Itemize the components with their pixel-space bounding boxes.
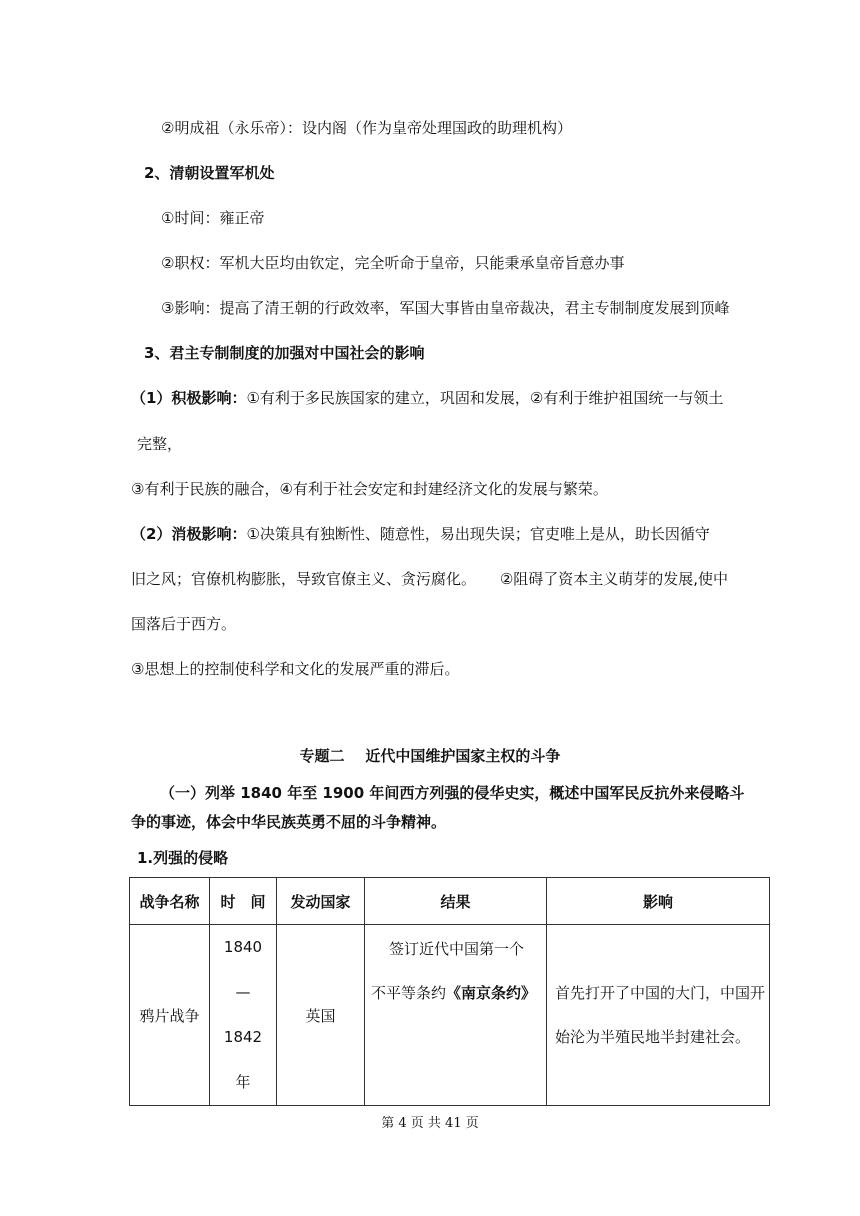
col-header-time: 时 间 <box>210 878 277 925</box>
text-line-8: 完整， <box>137 435 183 453</box>
result-line-1: 签订近代中国第一个 <box>389 940 525 958</box>
text-line-10 <box>131 524 710 544</box>
cell-country: 英国 <box>277 925 365 1106</box>
heading-3: 3、君主专制制度的加强对中国社会的影响 <box>144 344 425 362</box>
negative-label: （2）消极影响： <box>131 525 247 543</box>
result-line-2 <box>371 971 546 1015</box>
text-line-3: ①时间：雍正帝 <box>161 209 265 227</box>
table-header-row <box>130 878 770 925</box>
col-header-impact: 影响 <box>547 878 770 925</box>
time-dash: — <box>235 983 251 1001</box>
text-line-16: 争的事迹，体会中华民族英勇不屈的斗争精神。 <box>131 813 447 831</box>
text-line-1: ②明成祖（永乐帝）：设内阁（作为皇帝处理国政的助理机构） <box>161 119 572 137</box>
positive-text: ①有利于多民族国家的建立，巩固和发展，②有利于维护祖国统一与领土 <box>246 389 724 407</box>
text-line-4: ②职权：军机大臣均由钦定，完全听命于皇帝，只能秉承皇帝旨意办事 <box>161 254 625 272</box>
time-unit: 年 <box>235 1073 251 1091</box>
topic-title: 专题二 近代中国维护国家主权的斗争 <box>299 747 561 765</box>
time-end: 1842 <box>223 1028 263 1046</box>
time-start: 1840 <box>223 938 263 956</box>
invasion-table <box>129 877 770 1106</box>
col-header-war: 战争名称 <box>130 878 210 925</box>
cell-time <box>210 925 277 1106</box>
text-line-9: ③有利于民族的融合，④有利于社会安定和封建经济文化的发展与繁荣。 <box>131 480 608 498</box>
text-line-5: ③影响：提高了清王朝的行政效率，军国大事皆由皇帝裁决，君主专制制度发展到顶峰 <box>161 299 730 317</box>
result-line-2-text: 不平等条约 <box>371 984 447 1002</box>
page-footer: 第 4 页 共 41 页 <box>381 1116 479 1131</box>
treaty-name: 《南京条约》 <box>446 984 537 1002</box>
text-line-7 <box>131 388 723 408</box>
cell-war-name: 鸦片战争 <box>130 925 210 1106</box>
heading-2: 2、清朝设置军机处 <box>144 164 275 182</box>
col-header-result: 结果 <box>365 878 547 925</box>
heading-invasions: 1.列强的侵略 <box>137 849 229 867</box>
negative-text: ①决策具有独断性、随意性，易出现失误；官吏唯上是从，助长因循守 <box>246 525 710 543</box>
positive-label: （1）积极影响： <box>131 389 247 407</box>
cell-result <box>365 925 547 1106</box>
impact-line-1: 首先打开了中国的大门，中国开 <box>555 984 766 1002</box>
text-line-13: ③思想上的控制使科学和文化的发展严重的滞后。 <box>131 660 460 678</box>
text-line-12: 国落后于西方。 <box>131 615 237 633</box>
text-line-15: （一）列举 1840 年至 1900 年间西方列强的侵华史实，概述中国军民反抗外来侵略斗 <box>160 784 745 802</box>
text-line-11: 旧之风；官僚机构膨胀，导致官僚主义、贪污腐化。 ②阻碍了资本主义萌芽的发展,使中 <box>131 570 729 588</box>
impact-line-2: 始沦为半殖民地半封建社会。 <box>555 1028 751 1046</box>
cell-impact <box>547 925 770 1106</box>
table-row <box>130 925 770 1106</box>
col-header-country: 发动国家 <box>277 878 365 925</box>
